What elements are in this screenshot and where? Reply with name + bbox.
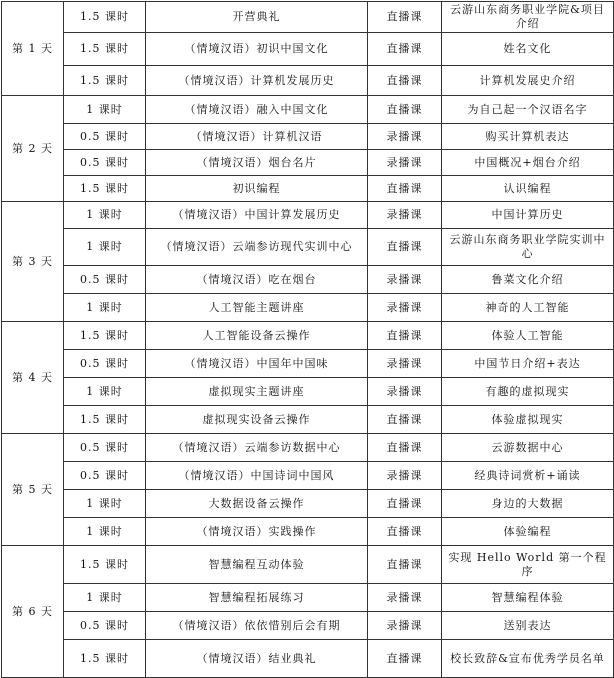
day-label: 第 3 天	[2, 202, 64, 322]
hours-cell: 1.5 课时	[64, 640, 146, 678]
course-cell: （情境汉语）吃在烟台	[146, 266, 368, 294]
type-cell: 直播课	[368, 546, 442, 584]
type-cell: 直播课	[368, 96, 442, 124]
course-cell: （情境汉语）计算机汉语	[146, 124, 368, 150]
hours-cell: 1 课时	[64, 202, 146, 229]
content-cell: 体验虚拟现实	[442, 406, 614, 434]
course-cell: 智慧编程互动体验	[146, 546, 368, 584]
course-cell: （情境汉语）云端参访现代实训中心	[146, 229, 368, 266]
course-cell: （情境汉语）云端参访数据中心	[146, 434, 368, 462]
hours-cell: 0.5 课时	[64, 150, 146, 176]
hours-cell: 0.5 课时	[64, 350, 146, 378]
course-cell: （情境汉语）结业典礼	[146, 640, 368, 678]
content-cell: 智慧编程体验	[442, 584, 614, 612]
content-cell: 鲁菜文化介绍	[442, 266, 614, 294]
table-row	[2, 518, 614, 546]
table-row	[2, 406, 614, 434]
type-cell: 直播课	[368, 66, 442, 96]
hours-cell: 1.5 课时	[64, 2, 146, 33]
course-cell: （情境汉语）中国诗词中国风	[146, 462, 368, 490]
course-cell: （情境汉语）融入中国文化	[146, 96, 368, 124]
hours-cell: 1 课时	[64, 96, 146, 124]
table-row	[2, 124, 614, 150]
content-cell: 购买计算机表达	[442, 124, 614, 150]
course-cell: （情境汉语）初识中国文化	[146, 33, 368, 66]
course-cell: 大数据设备云操作	[146, 490, 368, 518]
table-row	[2, 294, 614, 322]
table-row	[2, 2, 614, 33]
hours-cell: 1.5 课时	[64, 66, 146, 96]
type-cell: 直播课	[368, 33, 442, 66]
table-row	[2, 266, 614, 294]
course-cell: 开营典礼	[146, 2, 368, 33]
type-cell: 录播课	[368, 612, 442, 640]
type-cell: 录播课	[368, 350, 442, 378]
course-cell: （情境汉语）依依惜别后会有期	[146, 612, 368, 640]
hours-cell: 1.5 课时	[64, 322, 146, 350]
hours-cell: 1.5 课时	[64, 546, 146, 584]
type-cell: 录播课	[368, 584, 442, 612]
type-cell: 直播课	[368, 406, 442, 434]
type-cell: 直播课	[368, 229, 442, 266]
table-row	[2, 350, 614, 378]
day-label: 第 1 天	[2, 2, 64, 96]
content-cell: 神奇的人工智能	[442, 294, 614, 322]
course-cell: （情境汉语）中国计算发展历史	[146, 202, 368, 229]
course-cell: 智慧编程拓展练习	[146, 584, 368, 612]
type-cell: 直播课	[368, 322, 442, 350]
hours-cell: 1 课时	[64, 518, 146, 546]
type-cell: 录播课	[368, 378, 442, 406]
content-cell: 中国概况+烟台介绍	[442, 150, 614, 176]
hours-cell: 1 课时	[64, 229, 146, 266]
table-row	[2, 150, 614, 176]
content-cell: 为自己起一个汉语名字	[442, 96, 614, 124]
table-row	[2, 96, 614, 124]
content-cell: 云游数据中心	[442, 434, 614, 462]
course-cell: （情境汉语）中国年中国味	[146, 350, 368, 378]
type-cell: 直播课	[368, 2, 442, 33]
type-cell: 直播课	[368, 490, 442, 518]
day-label: 第 5 天	[2, 434, 64, 546]
hours-cell: 0.5 课时	[64, 266, 146, 294]
table-row	[2, 322, 614, 350]
hours-cell: 1 课时	[64, 294, 146, 322]
day-label: 第 4 天	[2, 322, 64, 434]
hours-cell: 1 课时	[64, 490, 146, 518]
table-row	[2, 434, 614, 462]
table-row	[2, 462, 614, 490]
content-cell: 校长致辞&宣布优秀学员名单	[442, 640, 614, 678]
content-cell: 经典诗词赏析+诵读	[442, 462, 614, 490]
content-cell: 身边的大数据	[442, 490, 614, 518]
type-cell: 录播课	[368, 150, 442, 176]
table-row	[2, 490, 614, 518]
table-row	[2, 378, 614, 406]
table-row	[2, 229, 614, 266]
course-cell: （情境汉语）实践操作	[146, 518, 368, 546]
content-cell: 中国计算历史	[442, 202, 614, 229]
hours-cell: 0.5 课时	[64, 124, 146, 150]
type-cell: 录播课	[368, 202, 442, 229]
type-cell: 直播课	[368, 434, 442, 462]
content-cell: 体验人工智能	[442, 322, 614, 350]
course-cell: 初识编程	[146, 176, 368, 202]
table-row	[2, 584, 614, 612]
day-label: 第 6 天	[2, 546, 64, 678]
type-cell: 录播课	[368, 294, 442, 322]
content-cell: 认识编程	[442, 176, 614, 202]
hours-cell: 0.5 课时	[64, 462, 146, 490]
hours-cell: 1 课时	[64, 584, 146, 612]
hours-cell: 1.5 课时	[64, 406, 146, 434]
course-cell: 虚拟现实设备云操作	[146, 406, 368, 434]
course-cell: （情境汉语）烟台名片	[146, 150, 368, 176]
type-cell: 直播课	[368, 640, 442, 678]
table-row	[2, 640, 614, 678]
content-cell: 送别表达	[442, 612, 614, 640]
course-cell: 人工智能主题讲座	[146, 294, 368, 322]
type-cell: 录播课	[368, 462, 442, 490]
course-cell: （情境汉语）计算机发展历史	[146, 66, 368, 96]
table-row	[2, 612, 614, 640]
content-cell: 计算机发展史介绍	[442, 66, 614, 96]
type-cell: 录播课	[368, 124, 442, 150]
type-cell: 直播课	[368, 518, 442, 546]
schedule-table	[1, 1, 614, 678]
content-cell: 云游山东商务职业学院实训中心	[442, 229, 614, 266]
table-row	[2, 66, 614, 96]
content-cell: 姓名文化	[442, 33, 614, 66]
table-row	[2, 546, 614, 584]
table-row	[2, 202, 614, 229]
hours-cell: 0.5 课时	[64, 434, 146, 462]
content-cell: 有趣的虚拟现实	[442, 378, 614, 406]
day-label: 第 2 天	[2, 96, 64, 202]
hours-cell: 1.5 课时	[64, 33, 146, 66]
content-cell: 实现 Hello World 第一个程序	[442, 546, 614, 584]
type-cell: 直播课	[368, 176, 442, 202]
course-cell: 人工智能设备云操作	[146, 322, 368, 350]
course-cell: 虚拟现实主题讲座	[146, 378, 368, 406]
content-cell: 云游山东商务职业学院&项目介绍	[442, 2, 614, 33]
table-row	[2, 176, 614, 202]
content-cell: 体验编程	[442, 518, 614, 546]
hours-cell: 1.5 课时	[64, 176, 146, 202]
type-cell: 录播课	[368, 266, 442, 294]
table-row	[2, 33, 614, 66]
hours-cell: 0.5 课时	[64, 612, 146, 640]
content-cell: 中国节日介绍+表达	[442, 350, 614, 378]
hours-cell: 1 课时	[64, 378, 146, 406]
